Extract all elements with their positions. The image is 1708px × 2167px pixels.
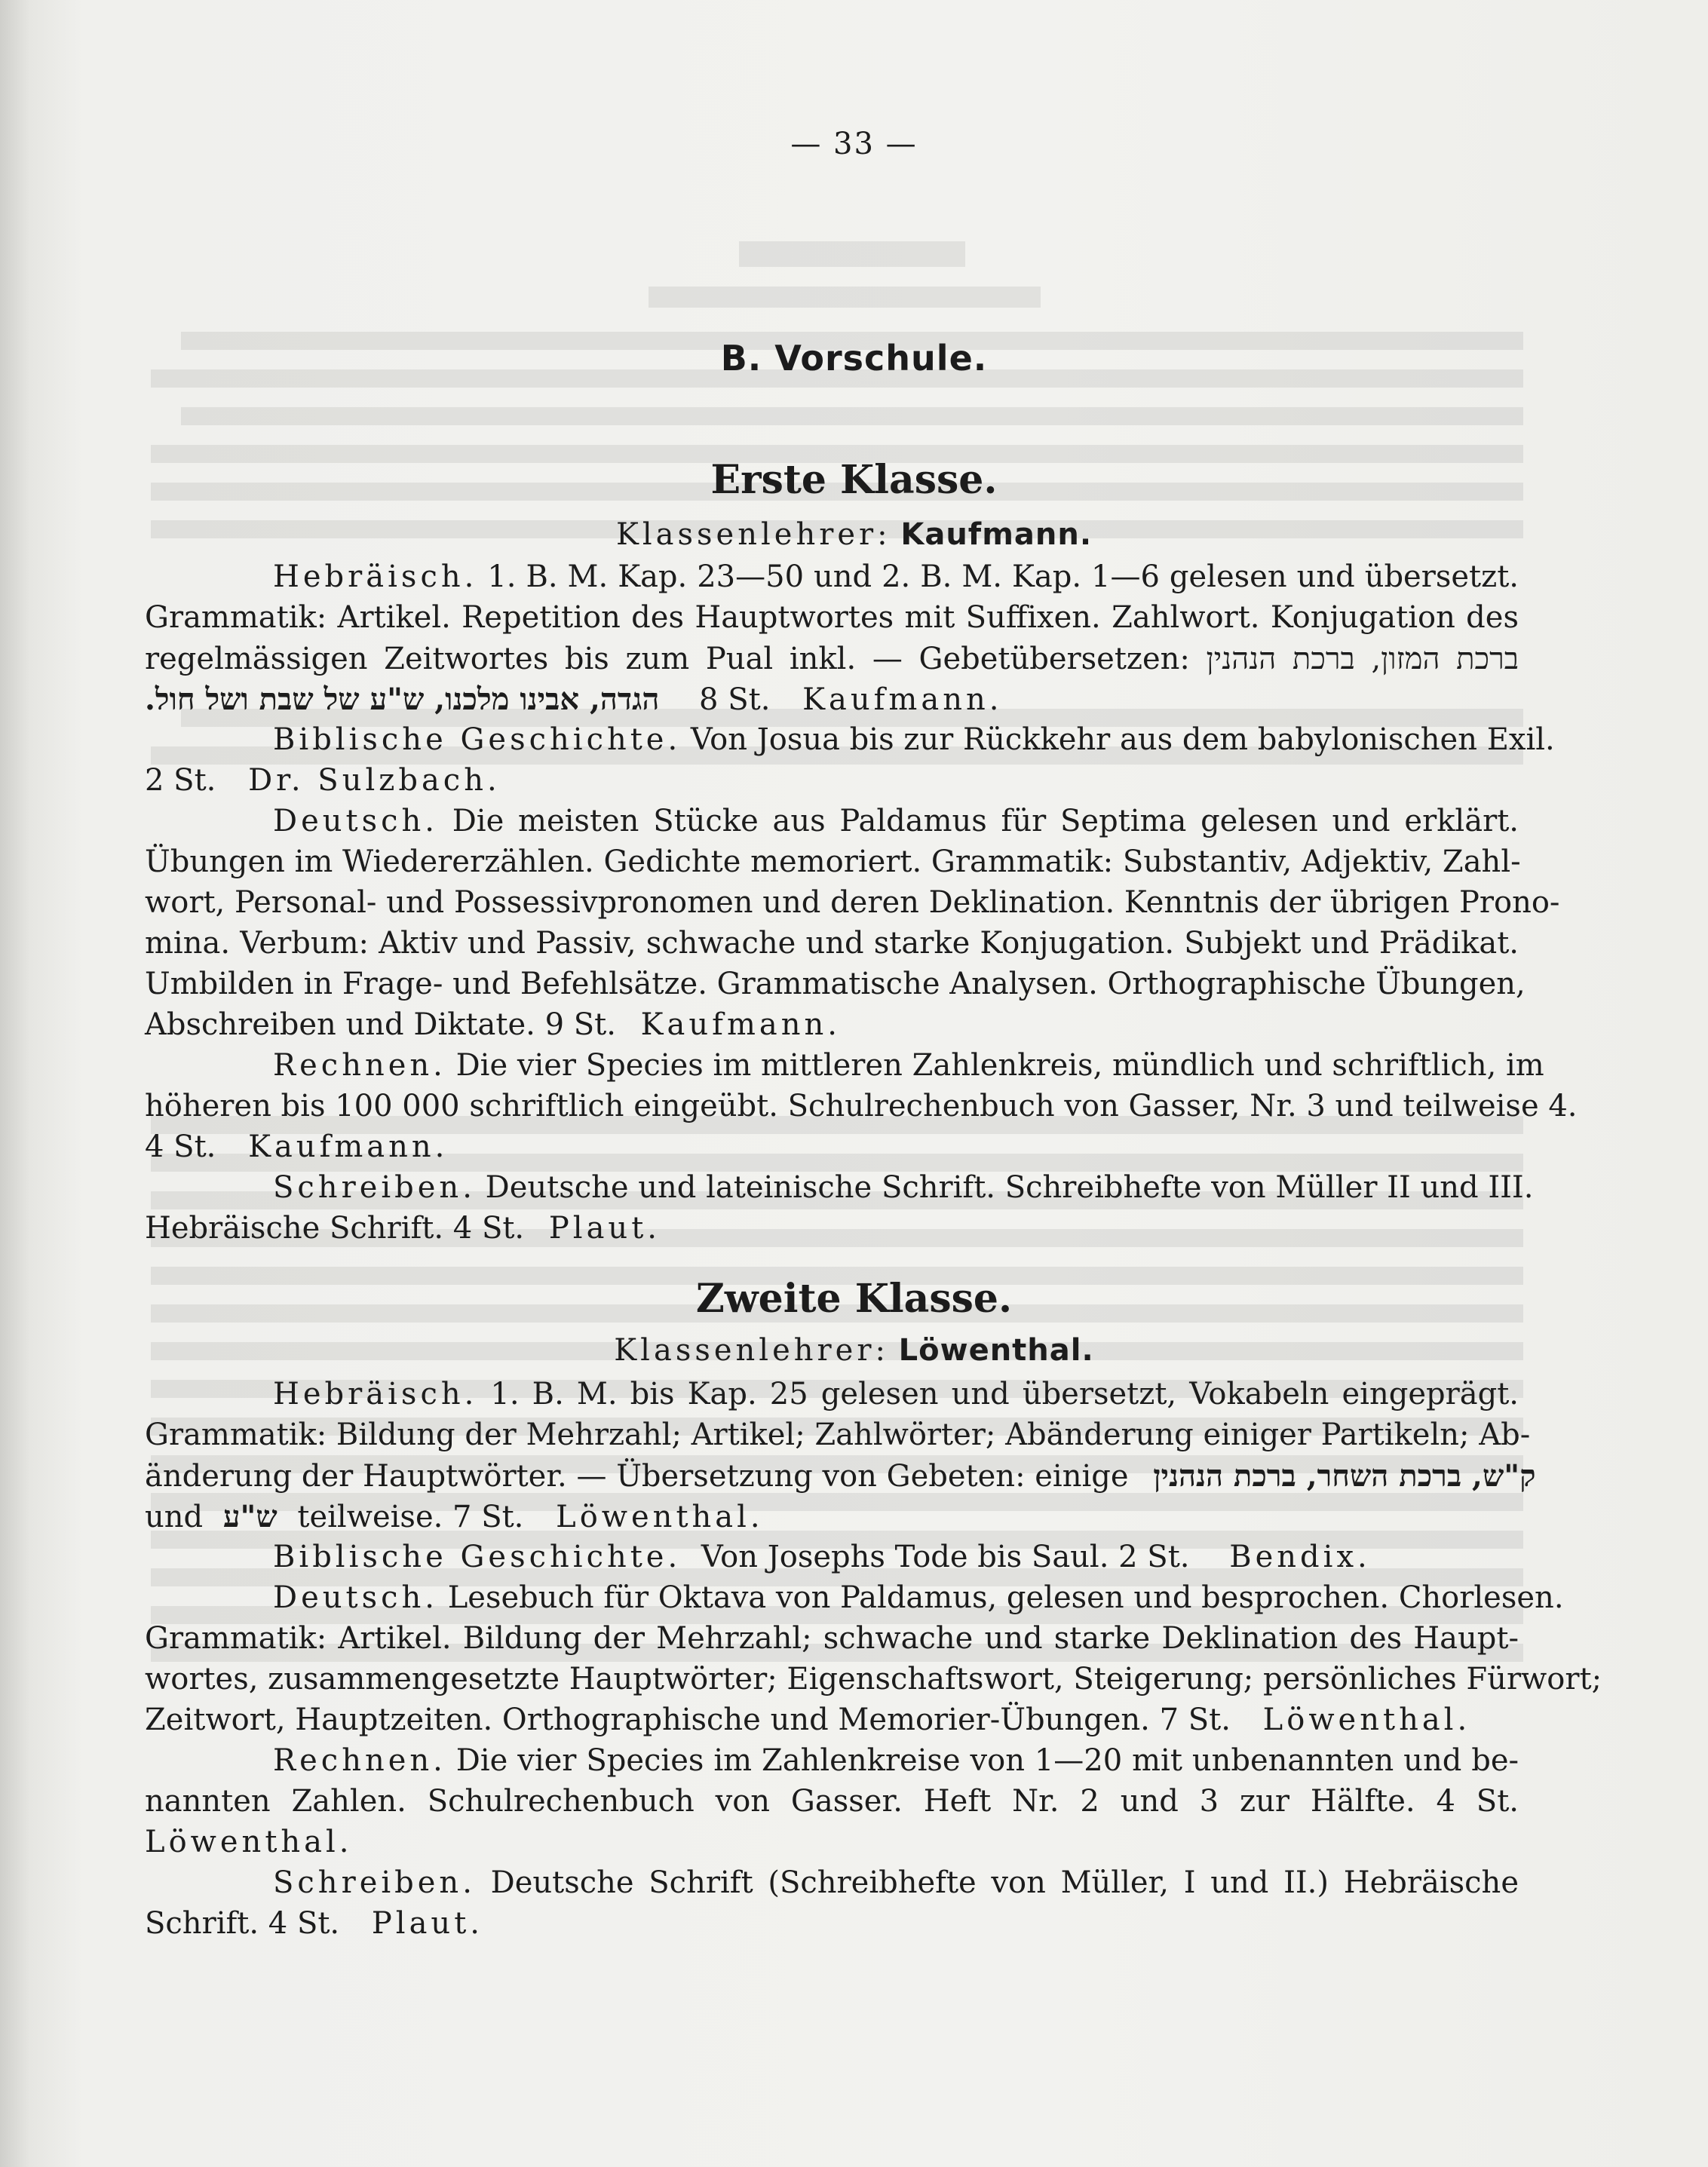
teacher-label: Klassenlehrer: (615, 517, 891, 552)
text-line: Rechnen. Die vier Species im mittleren Zahlenkreis, mündlich und schriftlich, im (273, 1048, 1544, 1083)
teacher-ref: Löwenthal. (145, 1825, 353, 1859)
text-line: nannten Zahlen. Schulrechenbuch von Gasser. Heft Nr. 2 und 3 zur Hälfte. 4 St. (145, 1784, 1519, 1819)
text-line: Schreiben. Deutsche Schrift (Schreibhefte von Müller, I und II.) Hebräische (273, 1865, 1519, 1900)
text-line: Grammatik: Artikel. Repetition des Hauptwortes mit Suffixen. Zahlwort. Konjugation des (145, 600, 1519, 635)
text-line: 4 St. Kaufmann. (145, 1129, 449, 1164)
hebrew-text: הגדה, אבינו מלכנו, ש"ע של שבת ושל חול. (145, 682, 660, 717)
teacher-ref: Löwenthal. (556, 1500, 764, 1534)
text-line: Hebräisch. 1. B. M. bis Kap. 25 gelesen und übersetzt, Vokabeln eingeprägt. (273, 1377, 1519, 1411)
text-line: הגדה, אבינו מלכנו, ש"ע של שבת ושל חול. 8 St. Kaufmann. (145, 682, 1003, 717)
teacher-name: Löwenthal. (898, 1333, 1094, 1368)
subject-label: Schreiben. (273, 1865, 476, 1900)
text-line: wortes, zusammengesetzte Hauptwörter; Eigenschaftswort, Steigerung; persönliches Fürwort; (145, 1662, 1602, 1697)
teacher-ref: Plaut. (548, 1211, 661, 1246)
subject-label: Deutsch. (273, 1580, 438, 1615)
class-title-erste: Erste Klasse. (710, 457, 998, 503)
page-number: — 33 — (790, 127, 918, 161)
text-line: Schrift. 4 St. Plaut. (145, 1906, 483, 1941)
text-line: Umbilden in Frage- und Befehlsätze. Grammatische Analysen. Orthographische Übungen, (145, 967, 1526, 1001)
text-line: Schreiben. Deutsche und lateinische Schrift. Schreibhefte von Müller II und III. (273, 1170, 1534, 1205)
text-line: Abschreiben und Diktate. 9 St. Kaufmann. (145, 1007, 841, 1042)
teacher-label: Klassenlehrer: (614, 1333, 889, 1368)
text-line: Grammatik: Bildung der Mehrzahl; Artikel; Zahlwörter; Abänderung einiger Partikeln; Ab- (145, 1418, 1531, 1452)
section-title: B. Vorschule. (720, 338, 988, 379)
text-line: Biblische Geschichte. Von Josephs Tode bis Saul. 2 St. Bendix. (273, 1540, 1371, 1574)
text-line: wort, Personal- und Possessivpronomen und deren Deklination. Kenntnis der übrigen Prono- (145, 885, 1560, 920)
subject-label: Deutsch. (273, 804, 438, 838)
text-line: Hebräisch. 1. B. M. Kap. 23—50 und 2. B. M. Kap. 1—6 gelesen und übersetzt. (273, 559, 1519, 594)
text-line: mina. Verbum: Aktiv und Passiv, schwache und starke Konjugation. Subjekt und Prädikat. (145, 926, 1519, 961)
subject-label: Hebräisch. (273, 1377, 478, 1411)
text-line (145, 1825, 1519, 1859)
text-line: 2 St. Dr. Sulzbach. (145, 763, 501, 798)
teacher-ref: Dr. Sulzbach. (248, 763, 501, 798)
subject-label: Biblische Geschichte. (273, 722, 682, 757)
subject-label: Schreiben. (273, 1170, 476, 1205)
teacher-ref: Bendix. (1229, 1540, 1371, 1574)
subject-label: Biblische Geschichte. (273, 1540, 682, 1574)
text-line: änderung der Hauptwörter. — Übersetzung von Gebeten: einige ק"ש, ברכת השחר, ברכת הנהנין (145, 1458, 1536, 1494)
text-line: Zeitwort, Hauptzeiten. Orthographische und Memorier-Übungen. 7 St. Löwenthal. (145, 1703, 1471, 1737)
hebrew-text: ש"ע (222, 1499, 278, 1534)
subject-label: Rechnen. (273, 1048, 446, 1083)
class-teacher-erste (0, 517, 1708, 552)
teacher-ref: Löwenthal. (1262, 1703, 1471, 1737)
teacher-ref: Kaufmann. (248, 1129, 449, 1164)
teacher-ref: Plaut. (371, 1906, 483, 1941)
text-line: Biblische Geschichte. Von Josua bis zur Rückkehr aus dem babylonischen Exil. (273, 722, 1555, 757)
text-line: und ש"ע teilweise. 7 St. Löwenthal. (145, 1499, 764, 1534)
class-title-zweite: Zweite Klasse. (695, 1276, 1013, 1322)
text-line: höheren bis 100 000 schriftlich eingeübt. Schulrechenbuch von Gasser, Nr. 3 und teilweise 4. (145, 1089, 1578, 1123)
teacher-ref: Kaufmann. (640, 1007, 841, 1042)
hebrew-text: ק"ש, ברכת השחר, ברכת הנהנין (1153, 1458, 1536, 1494)
text-line: Grammatik: Artikel. Bildung der Mehrzahl; schwache und starke Deklination des Haupt- (145, 1621, 1519, 1656)
text-line: Deutsch. Lesebuch für Oktava von Paldamus, gelesen und besprochen. Chorlesen. (273, 1580, 1564, 1615)
teacher-ref: Kaufmann. (802, 682, 1003, 717)
text-line: regelmässigen Zeitwortes bis zum Pual inkl. — Gebetübersetzen: ברכת המזון, ברכת הנהנין (145, 642, 1519, 676)
class-teacher-zweite (0, 1333, 1708, 1368)
text-line: Übungen im Wiedererzählen. Gedichte memoriert. Grammatik: Substantiv, Adjektiv, Zahl- (145, 844, 1521, 879)
subject-label: Rechnen. (273, 1743, 446, 1778)
subject-label: Hebräisch. (273, 559, 478, 594)
text-line: Rechnen. Die vier Species im Zahlenkreise von 1—20 mit unbenannten und be- (273, 1743, 1519, 1778)
text-line: Hebräische Schrift. 4 St. Plaut. (145, 1211, 661, 1246)
text-line: Deutsch. Die meisten Stücke aus Paldamus für Septima gelesen und erklärt. (273, 804, 1519, 838)
teacher-name: Kaufmann. (900, 517, 1093, 552)
